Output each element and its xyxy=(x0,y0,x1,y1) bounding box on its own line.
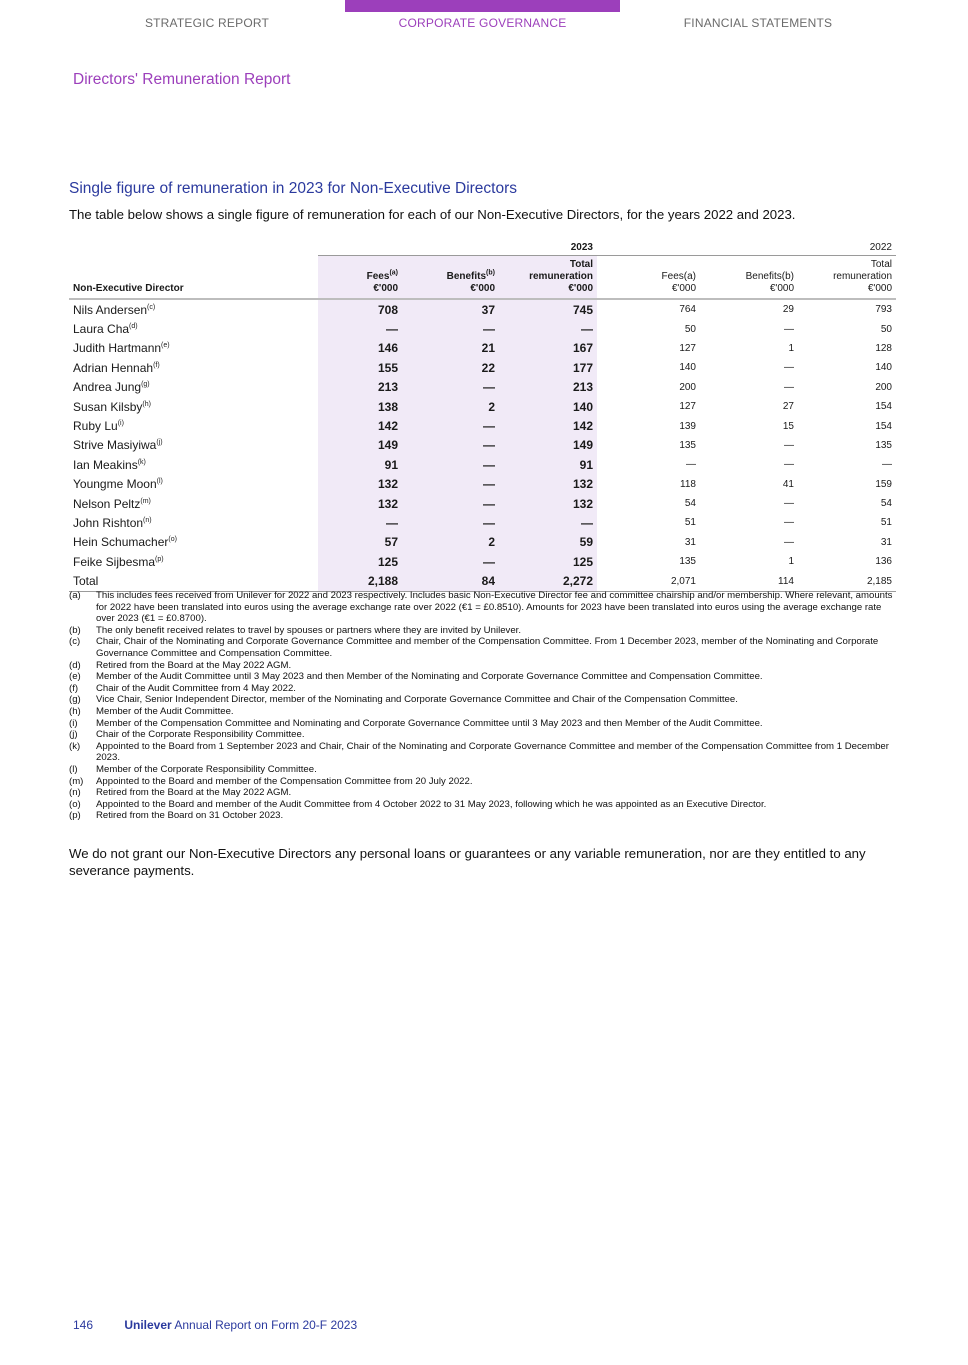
director-name: Judith Hartmann$^{(e)}$ xyxy=(73,341,170,356)
fees-2023: 155 xyxy=(318,358,402,377)
year-header-row xyxy=(69,237,896,256)
footnote-ref: (o) xyxy=(168,536,177,544)
benefits-2022: — xyxy=(784,536,794,548)
table-row xyxy=(69,416,896,435)
footnote-ref: (g) xyxy=(141,381,150,389)
total-2022: — xyxy=(882,459,892,471)
benefits-2023: — xyxy=(402,436,499,455)
fees-2022: — xyxy=(686,459,696,471)
footnote-text: Chair of the Audit Committee from 4 May 2022. xyxy=(96,682,296,694)
footnote-item xyxy=(69,671,897,683)
tab-label: CORPORATE GOVERNANCE xyxy=(398,16,567,30)
footnote-key: (m) xyxy=(69,775,84,787)
total-2023: 91 xyxy=(499,455,597,474)
total-2023: 140 xyxy=(499,397,597,416)
benefits-2023: 2 xyxy=(402,397,499,416)
col-header-total-2022: Total remuneration €'000 xyxy=(798,256,896,300)
total-2022: 51 xyxy=(880,517,892,529)
director-name: Nils Andersen$^{(c)}$ xyxy=(73,302,156,317)
benefits-2023: 21 xyxy=(402,339,499,358)
benefits-2022: 1 xyxy=(788,556,794,568)
total-row xyxy=(69,571,896,591)
section-nav xyxy=(0,0,968,40)
benefits-2023: — xyxy=(402,416,499,435)
closing-statement: We do not grant our Non-Executive Directors any personal loans or guarantees or any variable remuneration, nor are they entitled to any severance payments. xyxy=(69,846,866,878)
benefits-2023: — xyxy=(402,378,499,397)
footnote-key: (k) xyxy=(69,740,81,752)
footnote-ref: (m) xyxy=(140,497,151,505)
fees-2022: 127 xyxy=(679,342,696,354)
column-header-row xyxy=(69,256,896,300)
tab-strategic-report[interactable] xyxy=(70,0,344,40)
footnote-item xyxy=(69,660,897,672)
brand-name: Unilever xyxy=(124,1318,172,1332)
benefits-2022: — xyxy=(784,362,794,374)
col-header-benefits-2023: Benefits$^{(b)}$ €'000 xyxy=(402,256,499,300)
total-2022: 135 xyxy=(875,439,892,451)
total-2023: 132 xyxy=(499,475,597,494)
director-name: Andrea Jung$^{(g)}$ xyxy=(73,380,150,395)
footnote-item xyxy=(69,706,897,718)
total-2022: 154 xyxy=(875,420,892,432)
benefits-2023: — xyxy=(402,475,499,494)
total-benefits-2022: 114 xyxy=(700,571,798,591)
table-row xyxy=(69,513,896,532)
table-row xyxy=(69,455,896,474)
footnote-item xyxy=(69,625,897,637)
fees-2023: 142 xyxy=(318,416,402,435)
total-2023: 745 xyxy=(499,299,597,319)
table-row xyxy=(69,436,896,455)
benefits-2022: 1 xyxy=(788,342,794,354)
total-2023: — xyxy=(499,319,597,338)
footnote-key: (p) xyxy=(69,810,81,822)
director-name: Adrian Hennah$^{(f)}$ xyxy=(73,360,160,375)
fees-2022: 140 xyxy=(679,362,696,374)
fees-2022: 135 xyxy=(679,439,696,451)
footnote-key: (n) xyxy=(69,787,81,799)
fees-2022: 51 xyxy=(684,517,696,529)
footnote-text: Retired from the Board at the May 2022 AGM. xyxy=(96,787,292,799)
footnote-item xyxy=(69,590,897,625)
footnote-ref: (e) xyxy=(161,342,170,350)
footnote-item xyxy=(69,776,897,788)
footnote-ref: (k) xyxy=(137,458,146,466)
director-name: Strive Masiyiwa$^{(j)}$ xyxy=(73,438,163,453)
footnote-ref: (i) xyxy=(117,420,124,428)
fees-2022: 127 xyxy=(679,401,696,413)
col-header-total-2023: Total remuneration €'000 xyxy=(499,256,597,300)
fees-2022: 54 xyxy=(684,498,696,510)
benefits-2022: — xyxy=(784,517,794,529)
benefits-2023: — xyxy=(402,494,499,513)
total-2022: 31 xyxy=(880,536,892,548)
footnote-ref: (n) xyxy=(143,516,152,524)
benefits-2022: — xyxy=(784,498,794,510)
director-name: John Rishton$^{(n)}$ xyxy=(73,515,152,530)
col-header-fees-2023: Fees$^{(a)}$ €'000 xyxy=(318,256,402,300)
fees-2023: 125 xyxy=(318,552,402,571)
fees-2022: 118 xyxy=(680,478,696,490)
tab-indicator xyxy=(70,0,344,12)
col-header-fees-2022: Fees(a) €'000 xyxy=(597,256,700,300)
table-row xyxy=(69,494,896,513)
footnote-item xyxy=(69,810,897,822)
footnote-text: The only benefit received relates to travel by spouses or partners where they are invited by Unilever. xyxy=(96,624,522,636)
fees-2022: 31 xyxy=(684,536,696,548)
total-2022: 128 xyxy=(875,342,892,354)
director-name: Youngme Moon$^{(l)}$ xyxy=(73,477,163,492)
footnote-ref: (p) xyxy=(155,555,164,563)
total-2022: 140 xyxy=(875,362,892,374)
footnote-text: Appointed to the Board from 1 September 2023 and Chair, Chair of the Nominating and Corporate Governance Committee and member of the Compensation Committee from 1 December 2023. xyxy=(96,740,889,764)
fees-2023: 138 xyxy=(318,397,402,416)
benefits-2023: 2 xyxy=(402,533,499,552)
tab-financial-statements[interactable] xyxy=(621,0,895,40)
total-2023: 142 xyxy=(499,416,597,435)
fees-2022: 764 xyxy=(679,304,696,316)
footnote-text: Appointed to the Board and member of the Compensation Committee from 20 July 2022. xyxy=(96,775,473,787)
total-2023: 149 xyxy=(499,436,597,455)
total-2022: 793 xyxy=(875,304,892,316)
director-name: Ian Meakins$^{(k)}$ xyxy=(73,457,146,472)
tab-label: STRATEGIC REPORT xyxy=(144,16,270,30)
footnote-text: Retired from the Board at the May 2022 AGM. xyxy=(96,659,292,671)
footnote-ref: (j) xyxy=(156,439,163,447)
benefits-2022: 15 xyxy=(782,420,794,432)
footnote-key: (c) xyxy=(69,636,81,648)
year-2022-label: 2022 xyxy=(597,237,896,256)
footnote-item xyxy=(69,683,897,695)
footnotes xyxy=(69,590,897,822)
total-2023: — xyxy=(499,513,597,532)
footnote-text: Vice Chair, Senior Independent Director, member of the Nominating and Corporate Governance Committee and Chair of the Compensation Committee. xyxy=(96,694,738,706)
benefits-2023: — xyxy=(402,513,499,532)
fees-2023: 213 xyxy=(318,378,402,397)
total-remuneration-2022: 2,185 xyxy=(798,571,896,591)
total-remuneration-2023: 2,272 xyxy=(499,571,597,591)
total-fees-2022: 2,071 xyxy=(597,571,700,591)
fees-2023: 132 xyxy=(318,494,402,513)
total-2022: 136 xyxy=(875,556,892,568)
footnote-text: Member of the Audit Committee until 3 May 2023 and then Member of the Nominating and Corporate Governance Committee and Compensation Committee. xyxy=(96,671,763,683)
benefits-2022: — xyxy=(784,439,794,451)
table-row xyxy=(69,552,896,571)
tab-corporate-governance[interactable] xyxy=(345,0,620,40)
page-footer xyxy=(73,1318,357,1332)
footnote-text: Appointed to the Board and member of the Audit Committee from 4 October 2022 to 31 May 2023, following which he was appointed as an Executive Director. xyxy=(96,798,767,810)
tab-indicator xyxy=(621,0,895,12)
tab-active-indicator xyxy=(345,0,620,12)
footnote-text: Retired from the Board on 31 October 2023. xyxy=(96,810,284,822)
footnote-ref: (f) xyxy=(153,361,160,369)
director-name: Ruby Lu$^{(i)}$ xyxy=(73,419,124,434)
fees-2022: 135 xyxy=(679,556,696,568)
total-2023: 125 xyxy=(499,552,597,571)
footnote-item xyxy=(69,799,897,811)
footnote-key: (i) xyxy=(69,717,78,729)
footnote-key: (e) xyxy=(69,671,81,683)
table-row xyxy=(69,358,896,377)
col-header-benefits-2022: Benefits(b) €'000 xyxy=(700,256,798,300)
fees-2023: 146 xyxy=(318,339,402,358)
director-name: Feike Sijbesma$^{(p)}$ xyxy=(73,554,164,569)
footnote-key: (a) xyxy=(69,590,81,601)
benefits-2022: — xyxy=(784,381,794,393)
total-2022: 200 xyxy=(875,381,892,393)
director-name: Laura Cha$^{(d)}$ xyxy=(73,322,138,337)
footnote-key: (j) xyxy=(69,729,78,741)
benefits-2023: 37 xyxy=(402,299,499,319)
page-number: 146 xyxy=(73,1318,94,1332)
footnote-item xyxy=(69,764,897,776)
total-2023: 59 xyxy=(499,533,597,552)
fees-2023: 91 xyxy=(318,455,402,474)
page-heading: Single figure of remuneration in 2023 for Non-Executive Directors xyxy=(69,180,518,197)
footnote-key: (h) xyxy=(69,705,81,717)
benefits-2022: — xyxy=(784,323,794,335)
fees-2023: 57 xyxy=(318,533,402,552)
table-row xyxy=(69,475,896,494)
intro-text: The table below shows a single figure of remuneration for each of our Non-Executive Directors, for the years 2022 and 2023. xyxy=(69,207,796,222)
col-header-director: Non-Executive Director xyxy=(69,256,318,300)
footnote-text: Member of the Audit Committee. xyxy=(96,705,234,717)
footnote-text: Member of the Compensation Committee and Nominating and Corporate Governance Committee until 3 May 2023 and then Member of the Audit Committee. xyxy=(96,717,763,729)
total-2023: 132 xyxy=(499,494,597,513)
fees-2022: 200 xyxy=(679,381,696,393)
table-row xyxy=(69,378,896,397)
benefits-2023: — xyxy=(402,455,499,474)
footnote-item xyxy=(69,636,897,659)
table-row xyxy=(69,299,896,319)
fees-2022: 139 xyxy=(679,420,696,432)
footnote-item xyxy=(69,729,897,741)
total-2023: 167 xyxy=(499,339,597,358)
director-name: Nelson Peltz$^{(m)}$ xyxy=(73,496,151,511)
footnote-ref: (d) xyxy=(129,323,138,331)
total-2022: 159 xyxy=(875,478,892,490)
benefits-2023: 22 xyxy=(402,358,499,377)
table-row xyxy=(69,397,896,416)
fees-2023: 149 xyxy=(318,436,402,455)
total-2022: 154 xyxy=(875,401,892,413)
footnote-item xyxy=(69,787,897,799)
footnote-item xyxy=(69,694,897,706)
report-title: Annual Report on Form 20-F 2023 xyxy=(174,1318,358,1332)
table-row xyxy=(69,339,896,358)
total-label: Total xyxy=(69,571,318,591)
total-2023: 177 xyxy=(499,358,597,377)
footnote-text: Chair, Chair of the Nominating and Corporate Governance Committee and member of the Compensation Committee. From 1 December 2023, member of the Nominating and Corporate Governance Committee and Compensation Committee. xyxy=(96,636,879,659)
total-2022: 50 xyxy=(880,323,892,335)
total-benefits-2023: 84 xyxy=(402,571,499,591)
benefits-2022: 29 xyxy=(782,304,794,316)
footnote-text: Member of the Corporate Responsibility Committee. xyxy=(96,763,317,775)
table-row xyxy=(69,319,896,338)
table-body xyxy=(69,299,896,571)
footnote-item xyxy=(69,741,897,764)
footnote-key: (b) xyxy=(69,624,81,636)
footnote-ref: (h) xyxy=(142,400,151,408)
footnote-key: (d) xyxy=(69,659,81,671)
benefits-2022: 27 xyxy=(782,401,794,413)
remuneration-table xyxy=(69,237,896,592)
tab-label: FINANCIAL STATEMENTS xyxy=(683,16,833,30)
director-name: Susan Kilsby$^{(h)}$ xyxy=(73,399,151,414)
total-2022: 54 xyxy=(880,498,892,510)
fees-2023: — xyxy=(318,513,402,532)
fees-2023: — xyxy=(318,319,402,338)
fees-2023: 708 xyxy=(318,299,402,319)
footnote-key: (l) xyxy=(69,763,78,775)
total-fees-2023: 2,188 xyxy=(318,571,402,591)
footnote-item xyxy=(69,718,897,730)
footnote-ref: (l) xyxy=(156,478,163,486)
benefits-2023: — xyxy=(402,552,499,571)
footnote-ref: (c) xyxy=(147,303,156,311)
director-name: Hein Schumacher$^{(o)}$ xyxy=(73,535,177,550)
footnote-text: Chair of the Corporate Responsibility Committee. xyxy=(96,729,305,741)
fees-2023: 132 xyxy=(318,475,402,494)
benefits-2022: — xyxy=(784,459,794,471)
benefits-2022: 41 xyxy=(782,478,794,490)
footnote-key: (f) xyxy=(69,682,79,694)
footnote-key: (g) xyxy=(69,694,81,706)
fees-2022: 50 xyxy=(684,323,696,335)
table-row xyxy=(69,533,896,552)
benefits-2023: — xyxy=(402,319,499,338)
total-2023: 213 xyxy=(499,378,597,397)
footnote-text: This includes fees received from Unilever for 2022 and 2023 respectively. Includes basic Non-Executive Director fee and committee chairship and/or membership. Where relevant, amounts for 2022 have been translated into euros using the average exchange rate over 2022 (€1 = £0.8510). Amounts for 2023 have been translated into euros using the average exchange rate over 2023 (€1 = £0.8700). xyxy=(96,590,893,625)
section-title: Directors' Remuneration Report xyxy=(73,71,291,88)
footnote-key: (o) xyxy=(69,798,81,810)
year-2023-label: 2023 xyxy=(318,237,597,256)
